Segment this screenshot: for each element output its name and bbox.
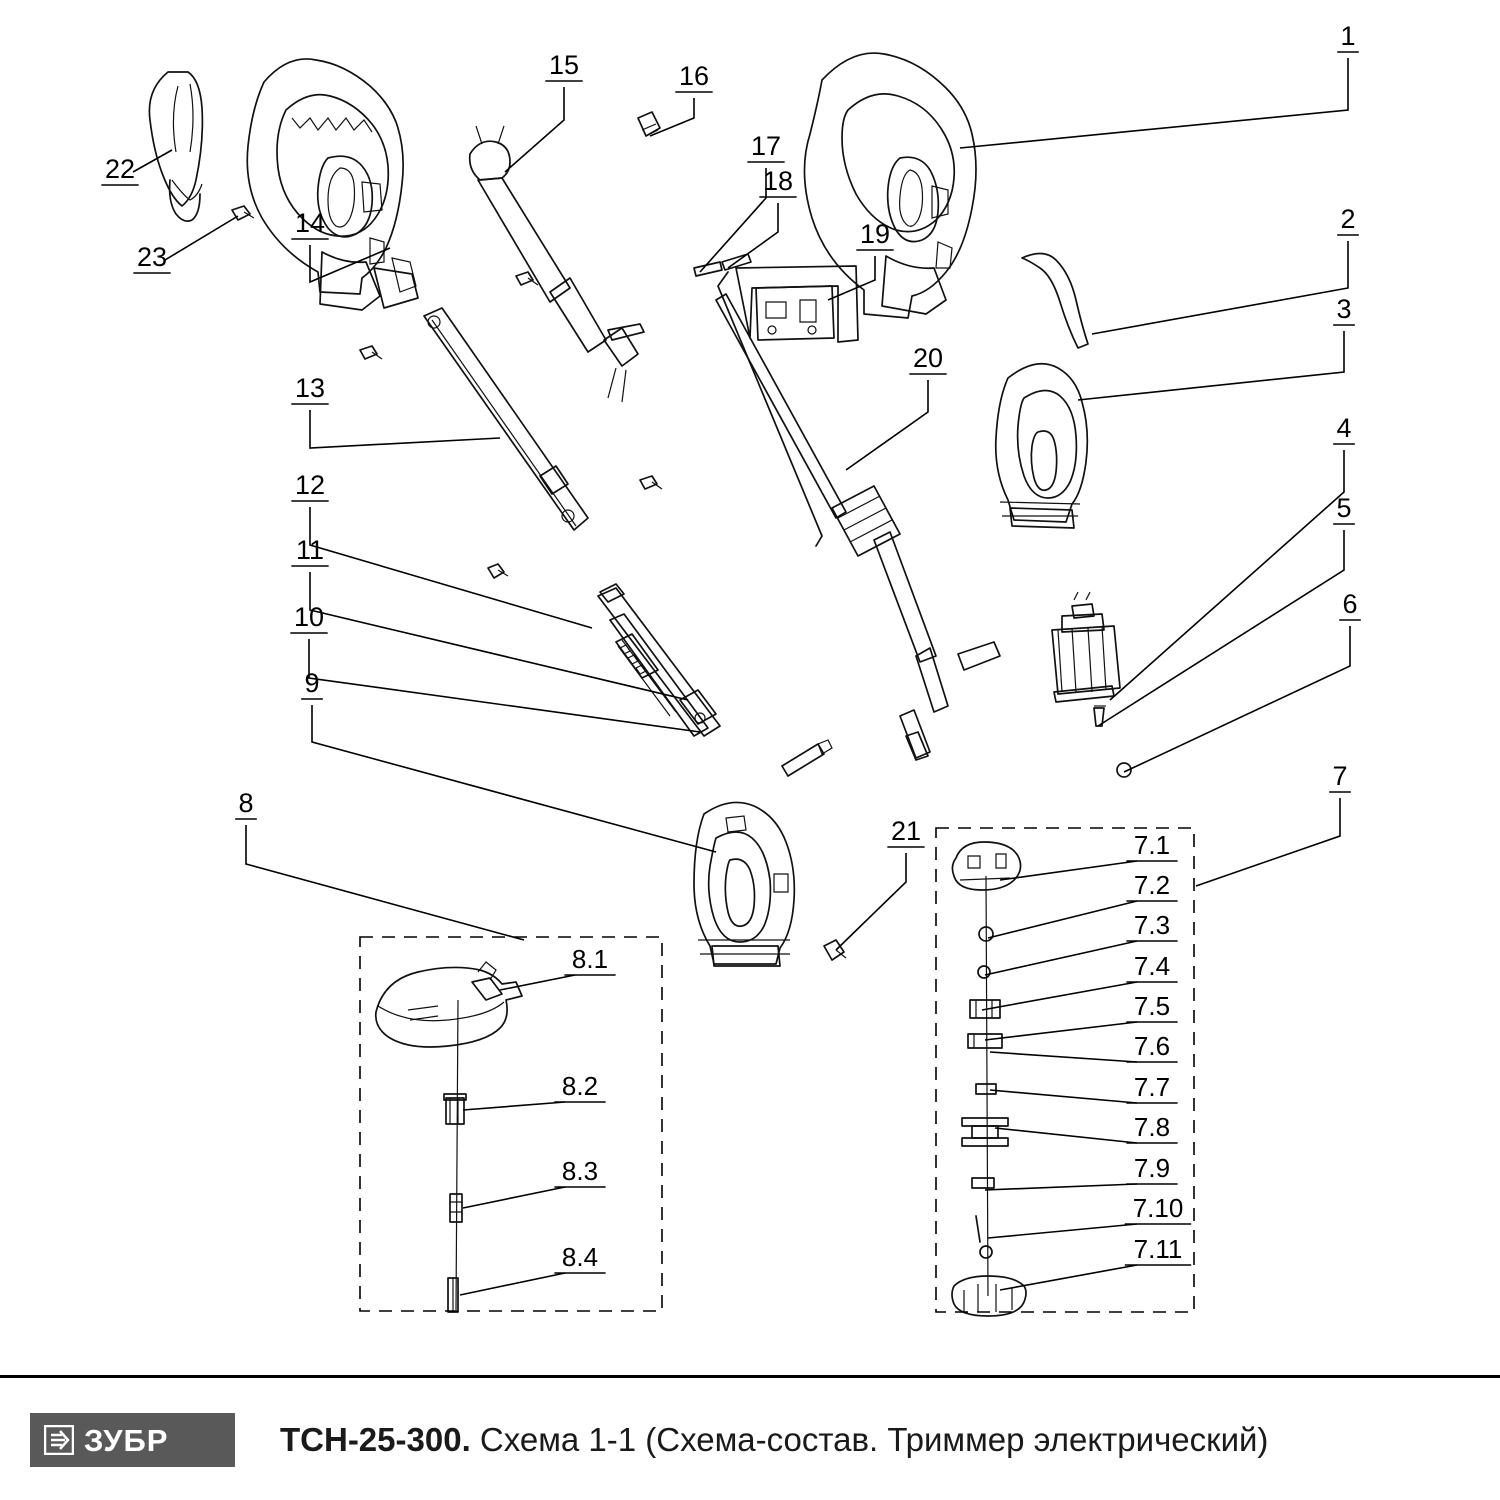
callout-label: 10 [293, 602, 325, 632]
callout-7 [1196, 761, 1351, 886]
leader-line [165, 216, 238, 260]
leader-line [846, 380, 928, 470]
leader-line [1124, 626, 1350, 772]
leader-line [700, 168, 766, 272]
part-13-shaft-upper [424, 308, 588, 530]
callout-label: 7 [1332, 761, 1348, 791]
callout-4 [1110, 413, 1358, 700]
leader-line [985, 941, 1137, 975]
callout-label: 8.1 [571, 944, 609, 974]
leader-line [463, 1102, 565, 1110]
leader-line [995, 1128, 1137, 1143]
part-10-11-shaft-lower [598, 584, 720, 736]
callout-17 [700, 131, 785, 272]
part-screws-misc [360, 272, 662, 489]
leader-line [985, 1022, 1137, 1040]
leader-line [312, 705, 716, 852]
callout-label: 17 [750, 131, 782, 161]
callout-label: 7.11 [1133, 1234, 1183, 1264]
callout-label: 13 [294, 373, 326, 403]
callout-8-4 [460, 1242, 606, 1295]
footer-bar [0, 1375, 1500, 1500]
part-22-trigger-lock [149, 72, 202, 221]
callout-11 [291, 535, 688, 700]
callout-label: 8.2 [561, 1071, 599, 1101]
part-3-motor-housing [996, 364, 1088, 528]
leader-line [988, 1224, 1137, 1238]
schema-description: Схема 1-1 (Схема-состав. Триммер электрический) [479, 1421, 1269, 1458]
leader-line [505, 87, 564, 172]
group-8-box [360, 937, 662, 1311]
callout-label: 4 [1336, 413, 1352, 443]
part-8-2-bracket [444, 1094, 466, 1124]
callout-label: 3 [1336, 294, 1352, 324]
callout-13 [291, 373, 500, 448]
part-20-lower-shaft-cable [716, 294, 1000, 760]
arrow-in-square-icon [44, 1425, 74, 1455]
callout-label: 8.3 [561, 1156, 599, 1186]
callout-7-9 [985, 1153, 1178, 1190]
callout-label: 9 [304, 668, 320, 698]
callout-1 [960, 21, 1359, 148]
part-2-strap [1022, 253, 1088, 348]
callout-label: 1 [1340, 21, 1356, 51]
callout-16 [650, 61, 713, 136]
callout-15 [505, 50, 583, 172]
callout-label: 21 [890, 816, 922, 846]
leader-line [1098, 530, 1344, 726]
callout-18 [728, 166, 797, 268]
callout-label: 6 [1342, 589, 1358, 619]
callout-label: 8.4 [561, 1242, 599, 1272]
leader-line [982, 982, 1137, 1010]
leader-line [310, 507, 592, 628]
callout-label: 7.6 [1133, 1031, 1171, 1061]
callout-label: 5 [1336, 493, 1352, 523]
leader-line [1196, 798, 1340, 886]
leader-line [1078, 331, 1344, 400]
callout-label: 16 [678, 61, 710, 91]
part-7-6-bushing [976, 1084, 996, 1094]
callout-label: 19 [859, 219, 891, 249]
leader-line [960, 58, 1348, 148]
callout-layer [101, 21, 1360, 1295]
footer-caption [280, 1421, 1268, 1459]
callout-label: 11 [295, 535, 325, 565]
leader-line [310, 572, 688, 700]
model-code: ТСН-25-300. [280, 1421, 471, 1458]
part-12-screw [488, 564, 508, 578]
callout-label: 2 [1340, 204, 1356, 234]
group-8-axis [456, 1000, 458, 1310]
callout-label: 23 [136, 242, 168, 272]
leader-line [463, 1187, 565, 1208]
callout-label: 7.9 [1133, 1153, 1171, 1183]
leader-line [246, 825, 524, 940]
part-15-power-cord-plug [470, 126, 644, 402]
leader-line [988, 901, 1137, 938]
leader-line [990, 1090, 1137, 1103]
callout-8-2 [463, 1071, 606, 1110]
callout-8-3 [463, 1156, 606, 1208]
callout-7-7 [990, 1072, 1178, 1103]
leader-line [310, 410, 500, 448]
leader-line [460, 1273, 565, 1295]
callout-7-8 [995, 1112, 1178, 1143]
part-screw-long [782, 740, 832, 776]
callout-7-11 [1000, 1234, 1191, 1290]
callout-label: 12 [294, 470, 326, 500]
leader-line [1092, 241, 1348, 334]
callout-label: 18 [762, 166, 794, 196]
callout-label: 15 [548, 50, 580, 80]
callout-label: 7.5 [1133, 991, 1171, 1021]
callout-label: 8 [238, 788, 254, 818]
leader-line [985, 1184, 1137, 1190]
brand-name: ЗУБР [84, 1422, 169, 1458]
callout-3 [1078, 294, 1355, 400]
part-7-7-disc [962, 1118, 1008, 1146]
callout-20 [846, 343, 947, 470]
part-4-motor [1052, 592, 1120, 702]
callout-label: 22 [104, 154, 136, 184]
leader-line [1000, 1265, 1137, 1290]
callout-label: 7.10 [1132, 1193, 1184, 1223]
part-7-11-guard [952, 1276, 1026, 1316]
callout-label: 7.8 [1133, 1112, 1171, 1142]
callout-9 [301, 668, 716, 852]
part-8-1-guard [376, 962, 522, 1047]
part-7-5-plate [968, 1034, 1002, 1048]
leader-line [836, 853, 906, 950]
callout-12 [291, 470, 592, 628]
callout-label: 7.4 [1133, 951, 1171, 981]
callout-2 [1092, 204, 1359, 334]
callout-label: 7.3 [1133, 910, 1171, 940]
footer-divider [0, 1375, 1500, 1378]
callout-23 [133, 216, 238, 273]
callout-label: 7.1 [1133, 830, 1171, 860]
callout-label: 7.7 [1133, 1072, 1171, 1102]
part-7-8-pin [972, 1178, 994, 1188]
callout-label: 14 [294, 208, 326, 238]
part-7-10-screw [980, 1246, 992, 1258]
callout-21 [836, 816, 925, 950]
part-7-9-line [976, 1216, 980, 1242]
callout-label: 20 [912, 343, 944, 373]
callout-label: 7.2 [1133, 870, 1171, 900]
callout-7-10 [988, 1193, 1191, 1238]
brand-logo [30, 1413, 235, 1467]
callout-8 [235, 788, 524, 940]
callout-6 [1124, 589, 1361, 772]
callout-22 [101, 150, 172, 185]
part-1-handle-half-right [804, 53, 976, 318]
leader-line [133, 150, 172, 172]
callout-5 [1098, 493, 1358, 726]
leader-line [990, 1052, 1137, 1062]
group-7-axis [986, 876, 988, 1296]
part-7-3-washer [978, 966, 990, 978]
leader-line [1110, 450, 1344, 700]
part-9-motor-elbow-housing [694, 802, 794, 966]
